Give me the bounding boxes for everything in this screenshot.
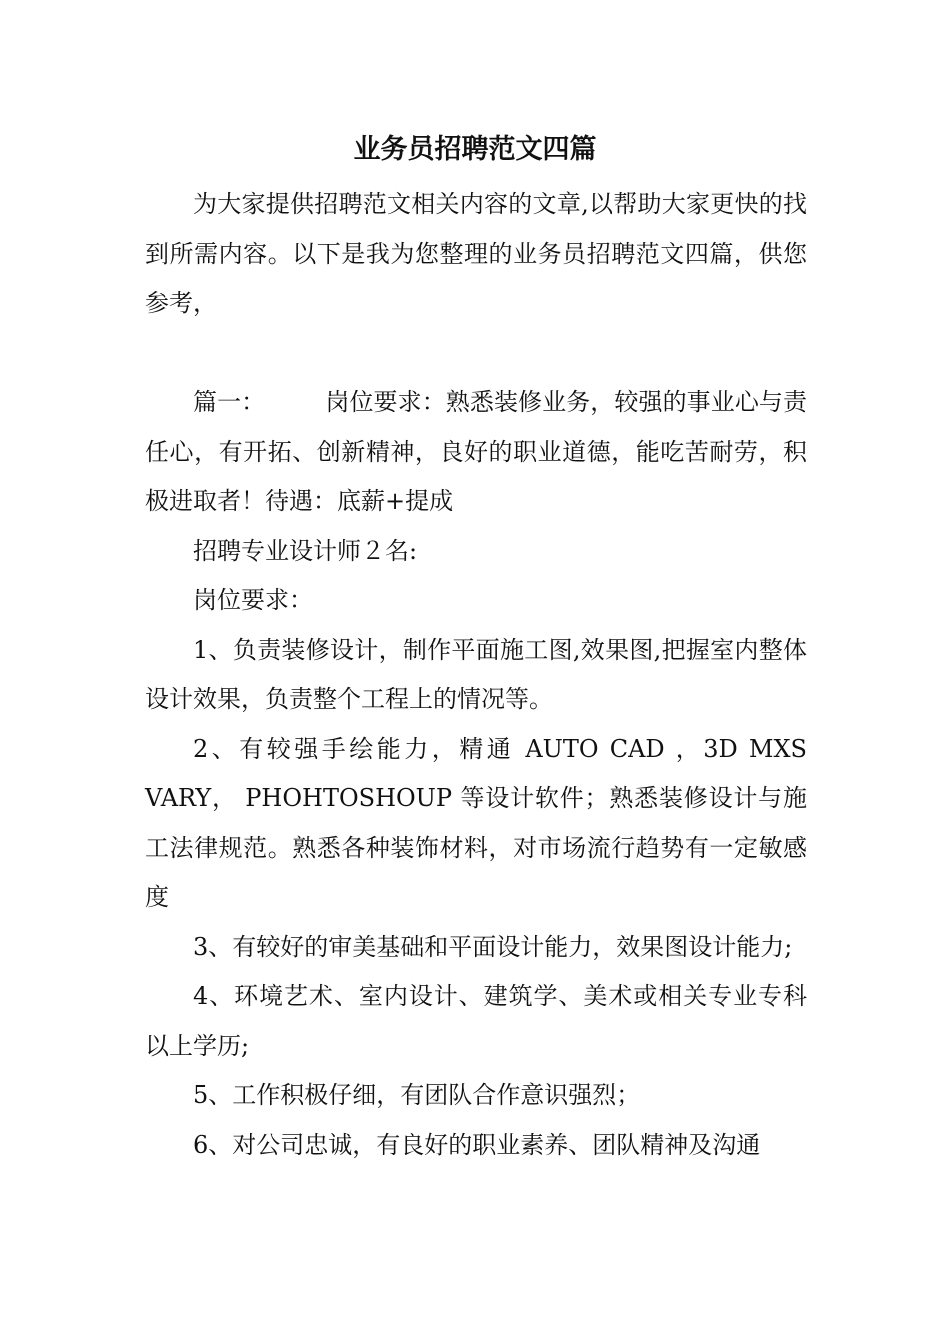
requirement-item: 6、对公司忠诚，有良好的职业素养、团队精神及沟通: [193, 1130, 761, 1159]
requirement-item: 4、环境艺术、室内设计、建筑学、美术或相关专业专科以上学历;: [145, 982, 807, 1060]
intro-paragraph: 为大家提供招聘范文相关内容的文章,以帮助大家更快的找到所需内容。以下是我为您整理的业务员招聘范文四篇，供您参考，: [145, 190, 807, 317]
document-title: 业务员招聘范文四篇: [353, 134, 597, 165]
recruit-line: 招聘专业设计师２名:: [193, 536, 418, 565]
document-body: [145, 180, 807, 1170]
section-one-label: 篇一：: [193, 388, 266, 416]
section-one-text: 岗位要求：熟悉装修业务，较强的事业心与责任心，有开拓、创新精神，良好的职业道德，能吃苦耐劳，积极进取者！待遇：底薪+提成: [145, 388, 808, 515]
requirement-item: 3、有较好的审美基础和平面设计能力，效果图设计能力;: [193, 932, 793, 961]
requirement-item: 2、有较强手绘能力，精通 AUTO CAD ，3D MXS VARY， PHOHTOSHOUP 等设计软件；熟悉装修设计与施工法律规范。熟悉各种装饰材料，对市场流行趋势有一定敏感度: [145, 734, 807, 911]
requirements-heading: 岗位要求：: [193, 586, 313, 614]
requirement-item: 1、负责装修设计，制作平面施工图,效果图,把握室内整体设计效果，负责整个工程上的情况等。: [145, 635, 807, 713]
requirement-item: 5、工作积极仔细，有团队合作意识强烈；: [193, 1081, 641, 1109]
section-one-paragraph: [145, 378, 807, 527]
